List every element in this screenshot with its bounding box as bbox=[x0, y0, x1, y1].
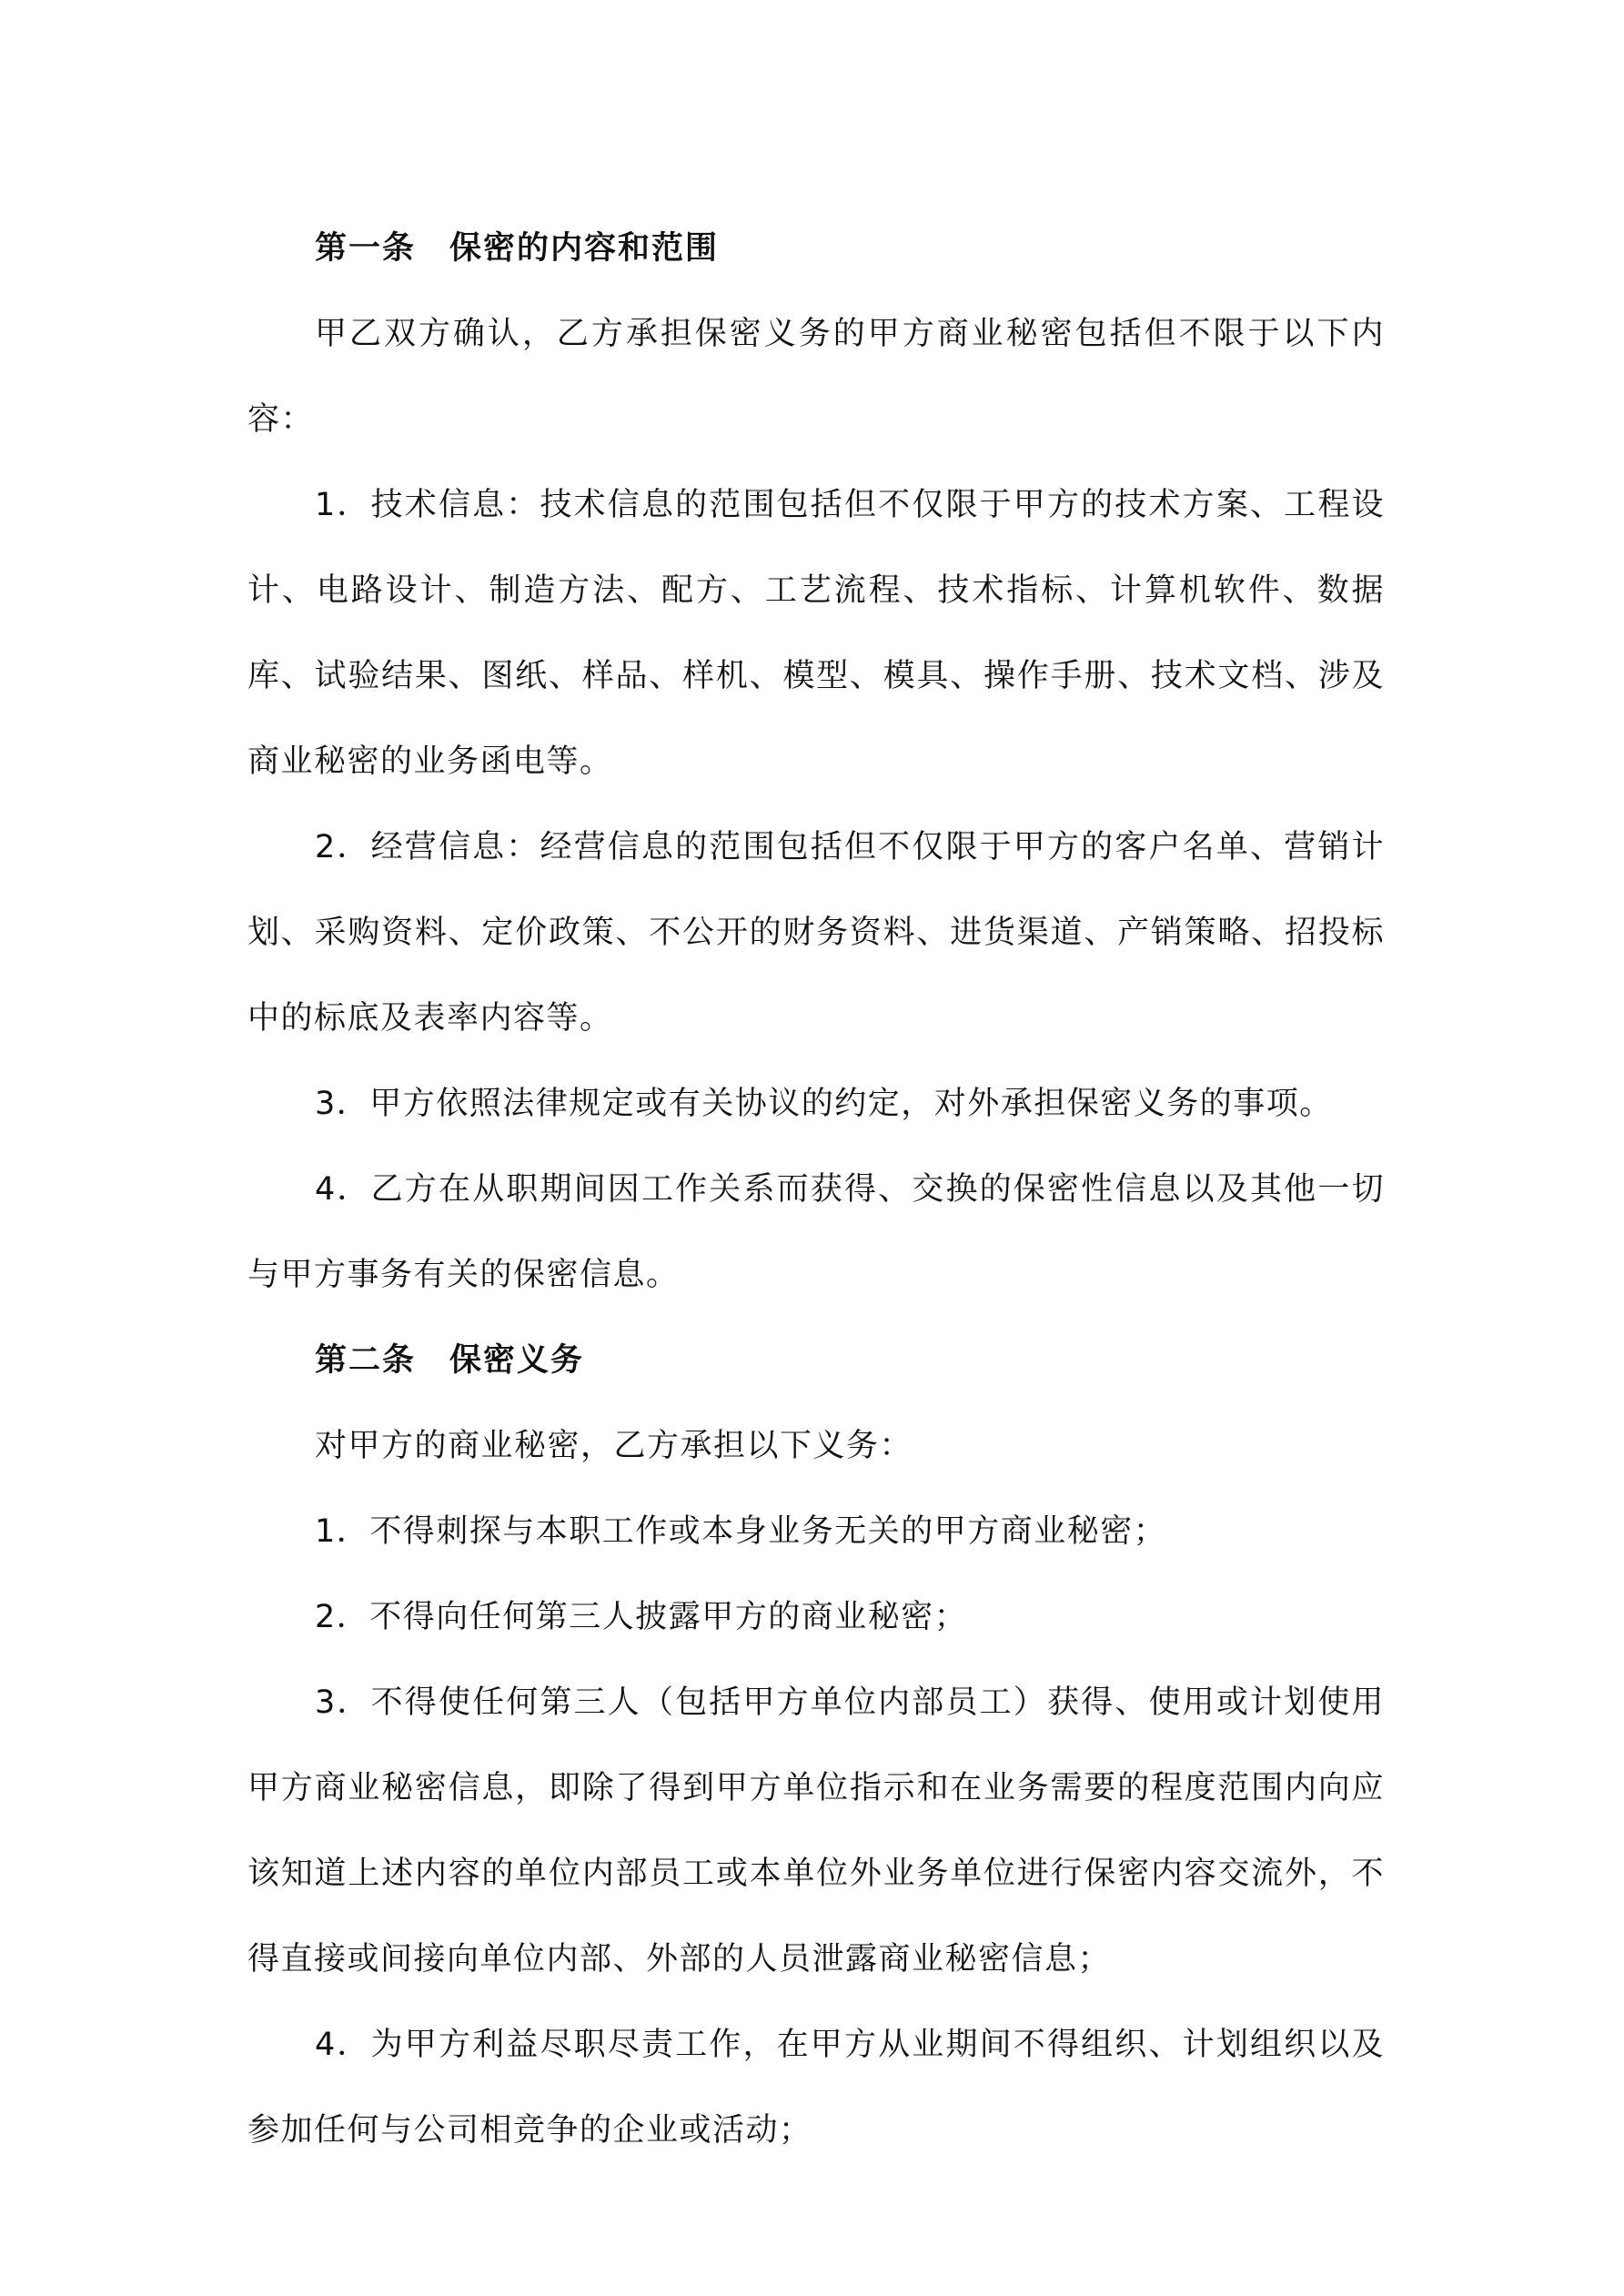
section-2-item-1: 1．不得刺探与本职工作或本身业务无关的甲方商业秘密； bbox=[315, 1513, 1167, 1550]
section-1-item-4: 4．乙方在从职期间因工作关系而获得、交换的保密性信息以及其他一切与甲方事务有关的保密信息。 bbox=[247, 1171, 1385, 1293]
document-body bbox=[247, 206, 1385, 2173]
section-2 bbox=[247, 1318, 1385, 2173]
section-2-item-2: 2．不得向任何第三人披露甲方的商业秘密； bbox=[315, 1599, 968, 1635]
section-1-item-2: 2．经营信息：经营信息的范围包括但不仅限于甲方的客户名单、营销计划、采购资料、定价政策、不公开的财务资料、进货渠道、产销策略、招投标中的标底及表率内容等。 bbox=[247, 829, 1385, 1037]
section-2-intro: 对甲方的商业秘密，乙方承担以下义务： bbox=[315, 1428, 913, 1464]
section-2-item-4: 4．为甲方利益尽职尽责工作，在甲方从业期间不得组织、计划组织以及参加任何与公司相竞争的企业或活动； bbox=[247, 2027, 1385, 2149]
section-2-item-3: 3．不得使任何第三人（包括甲方单位内部员工）获得、使用或计划使用甲方商业秘密信息，即除了得到甲方单位指示和在业务需要的程度范围内向应该知道上述内容的单位内部员工或本单位外业务单位进行保密内容交流外，不得直接或间接向单位内部、外部的人员泄露商业秘密信息； bbox=[247, 1684, 1385, 1977]
section-1 bbox=[247, 206, 1385, 1318]
section-1-title: 第一条 保密的内容和范围 bbox=[315, 230, 720, 267]
section-1-intro: 甲乙双方确认，乙方承担保密义务的甲方商业秘密包括但不限于以下内容： bbox=[247, 316, 1385, 438]
section-1-item-1: 1．技术信息：技术信息的范围包括但不仅限于甲方的技术方案、工程设计、电路设计、制造方法、配方、工艺流程、技术指标、计算机软件、数据库、试验结果、图纸、样品、样机、模型、模具、操作手册、技术文档、涉及商业秘密的业务函电等。 bbox=[247, 487, 1385, 780]
section-2-title: 第二条 保密义务 bbox=[315, 1342, 585, 1379]
section-1-item-3: 3．甲方依照法律规定或有关协议的约定，对外承担保密义务的事项。 bbox=[315, 1086, 1333, 1122]
